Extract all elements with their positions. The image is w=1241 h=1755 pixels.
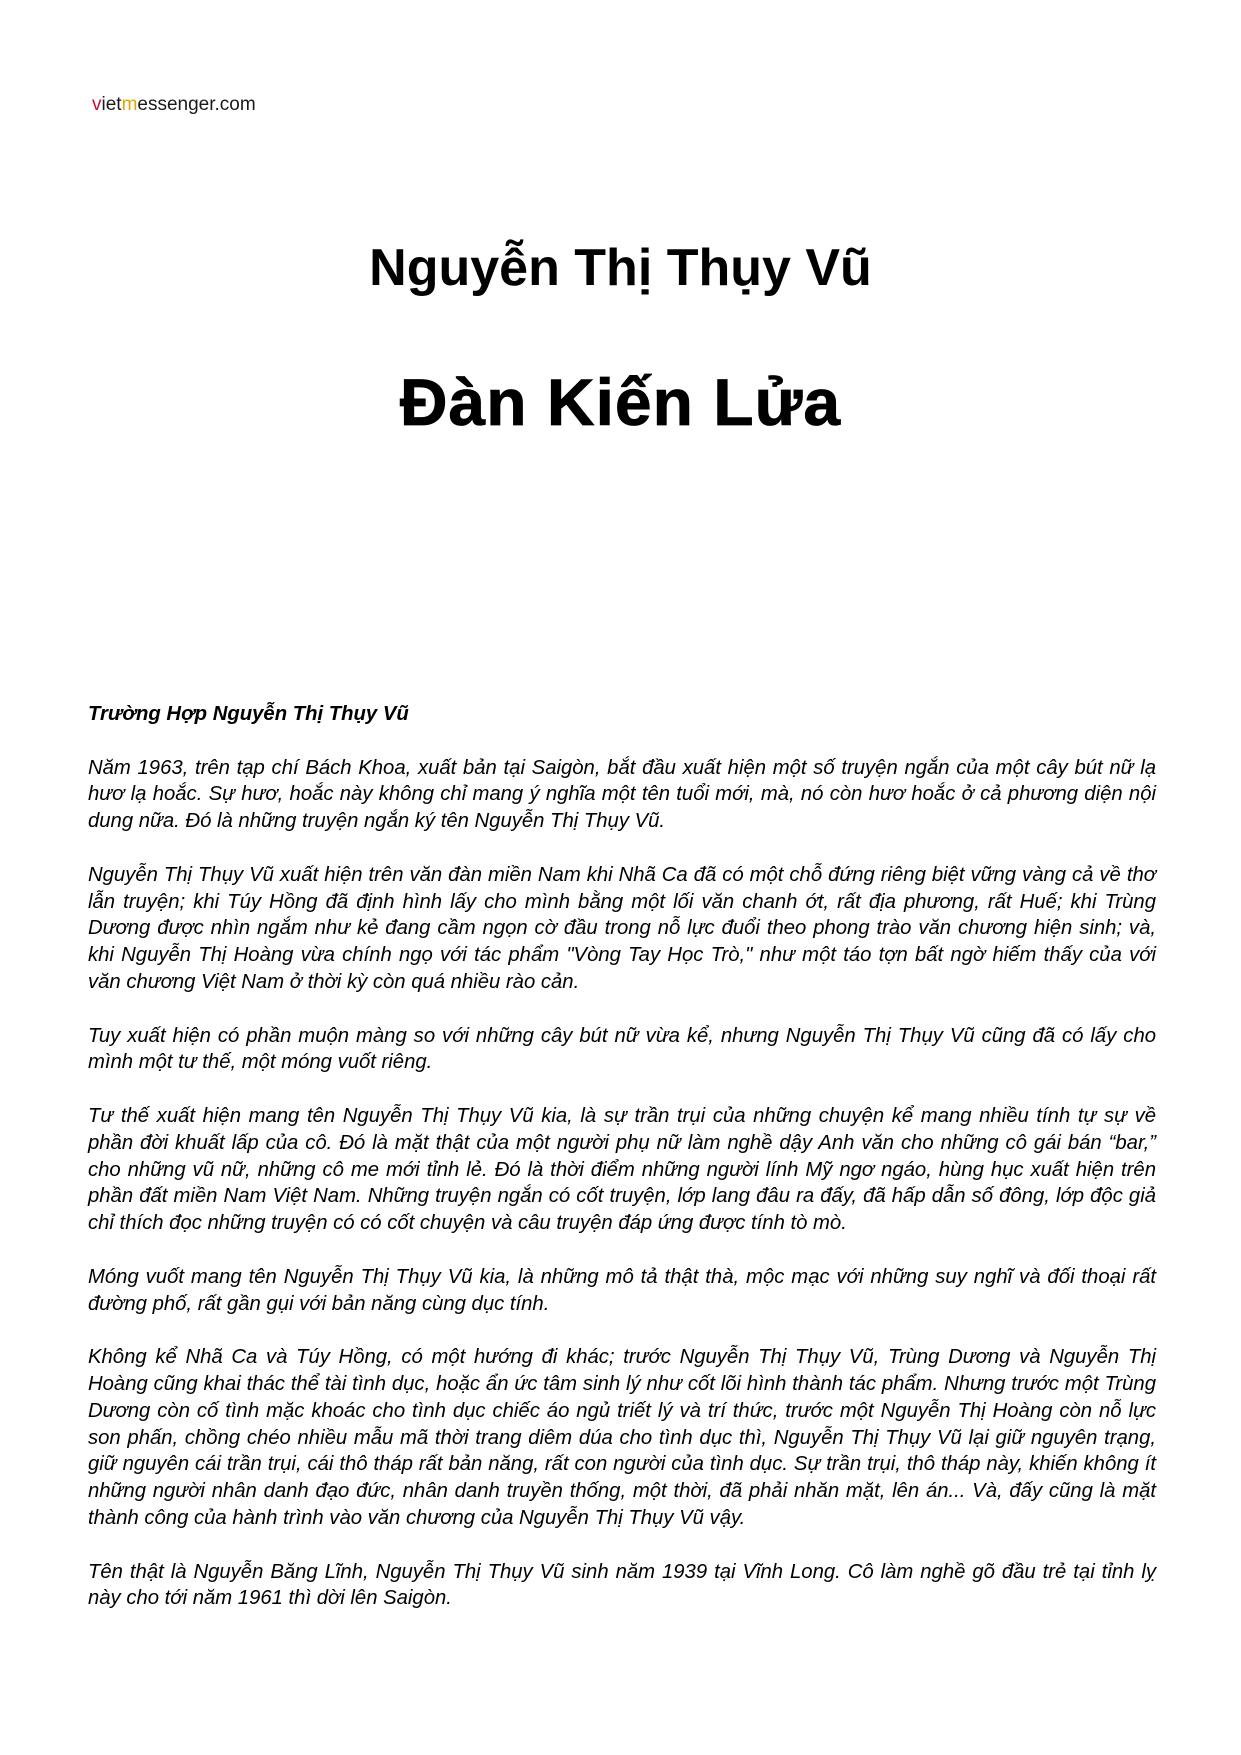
paragraph-6: Không kể Nhã Ca và Túy Hồng, có một hướng đi khác; trước Nguyễn Thị Thụy Vũ, Trùng Dương và Nguyễn Thị Hoàng cũng khai thác thể tài tình dục, hoặc ẩn ức tâm sinh lý như cốt lõi hình thành tác phẩm. Nhưng trước một Trùng Dương còn cố tình mặc khoác cho tình dục chiếc áo ngủ triết lý và trí thức, trước một Nguyễn Thị Hoàng còn nỗ lực son phấn, chồng chéo nhiều mẫu mã thời trang diêm dúa cho tình dục thì, Nguyễn Thị Thụy Vũ lại giữ nguyên trạng, giữ nguyên cái trần trụi, cái thô tháp rất bản năng, rất con người của tình dục. Sự trần trụi, thô tháp này, khiến không ít những người nhân danh đạo đức, nhân danh truyền thống, một thời, đã phải nhăn mặt, lên án... Và, đấy cũng là mặt thành công của hành trình vào văn chương của Nguyễn Thị Thụy Vũ vậy.	[88, 1346, 1156, 1529]
paragraph-7: Tên thật là Nguyễn Băng Lĩnh, Nguyễn Thị Thụy Vũ sinh năm 1939 tại Vĩnh Long. Cô làm nghề gõ đầu trẻ tại tỉnh lỵ này cho tới năm 1961 thì dời lên Saigòn.	[88, 1560, 1156, 1610]
logo-letter-v: v	[92, 94, 102, 115]
paragraph-5: Móng vuốt mang tên Nguyễn Thị Thụy Vũ kia, là những mô tả thật thà, mộc mạc với những suy nghĩ và đối thoại rất đường phố, rất gần gụi với bản năng cùng dục tính.	[88, 1265, 1156, 1315]
author-name: Nguyễn Thị Thụy Vũ	[369, 239, 872, 297]
paragraph-2: Nguyễn Thị Thụy Vũ xuất hiện trên văn đàn miền Nam khi Nhã Ca đã có một chỗ đứng riêng biệt vững vàng cả về thơ lẫn truyện; khi Túy Hồng đã định hình lấy cho mình bằng một lối văn chanh ớt, rất địa phương, rất Huế; khi Trùng Dương được nhìn ngắm như kẻ đang cầm ngọn cờ đầu trong nỗ lực đuổi theo phong trào văn chương hiện sinh; và, khi Nguyễn Thị Hoàng vừa chính ngọ với tác phẩm "Vòng Tay Học Trò," như một táo tợn bất ngờ hiếm thấy của với văn chương Việt Nam ở thời kỳ còn quá nhiều rào cản.	[88, 863, 1156, 993]
logo-letter-m: m	[121, 94, 138, 115]
paragraph-4: Tư thế xuất hiện mang tên Nguyễn Thị Thụy Vũ kia, là sự trần trụi của những chuyện kể mang nhiều tính tự sự về phần đời khuất lấp của cô. Đó là mặt thật của một người phụ nữ làm nghề dậy Anh văn cho những cô gái bán “bar,” cho những vũ nữ, những cô me mới tỉnh lẻ. Đó là thời điểm những người lính Mỹ ngơ ngáo, hùng hục xuất hiện trên phần đất miền Nam Việt Nam. Những truyện ngắn có cốt truyện, lớp lang đâu ra đấy, đã hấp dẫn số đông, lớp độc giả chỉ thích đọc những truyện có có cốt chuyện và câu truyện đáp ứng được tính tò mò.	[88, 1104, 1156, 1235]
article-heading: Trường Hợp Nguyễn Thị Thụy Vũ	[88, 703, 409, 725]
paragraph-1: Năm 1963, trên tạp chí Bách Khoa, xuất bản tại Saigòn, bắt đầu xuất hiện một số truyện ngắn của một cây bút nữ lạ hươ lạ hoắc. Sự hươ, hoắc này không chỉ mang ý nghĩa một tên tuổi mới, mà, nó còn hươ hoắc ở cả phương diện nội dung nữa. Đó là những truyện ngắn ký tên Nguyễn Thị Thụy Vũ.	[88, 756, 1156, 833]
article-body	[88, 701, 1156, 1639]
paragraph-3: Tuy xuất hiện có phần muộn màng so với những cây bút nữ vừa kể, nhưng Nguyễn Thị Thụy Vũ cũng đã có lấy cho mình một tư thế, một móng vuốt riêng.	[88, 1024, 1156, 1074]
book-title: Đàn Kiến Lửa	[399, 365, 842, 439]
logo-letters-essenger: essenger.com	[137, 94, 256, 115]
logo-letters-iet: iet	[101, 94, 122, 115]
site-logo-link[interactable]	[92, 94, 256, 116]
